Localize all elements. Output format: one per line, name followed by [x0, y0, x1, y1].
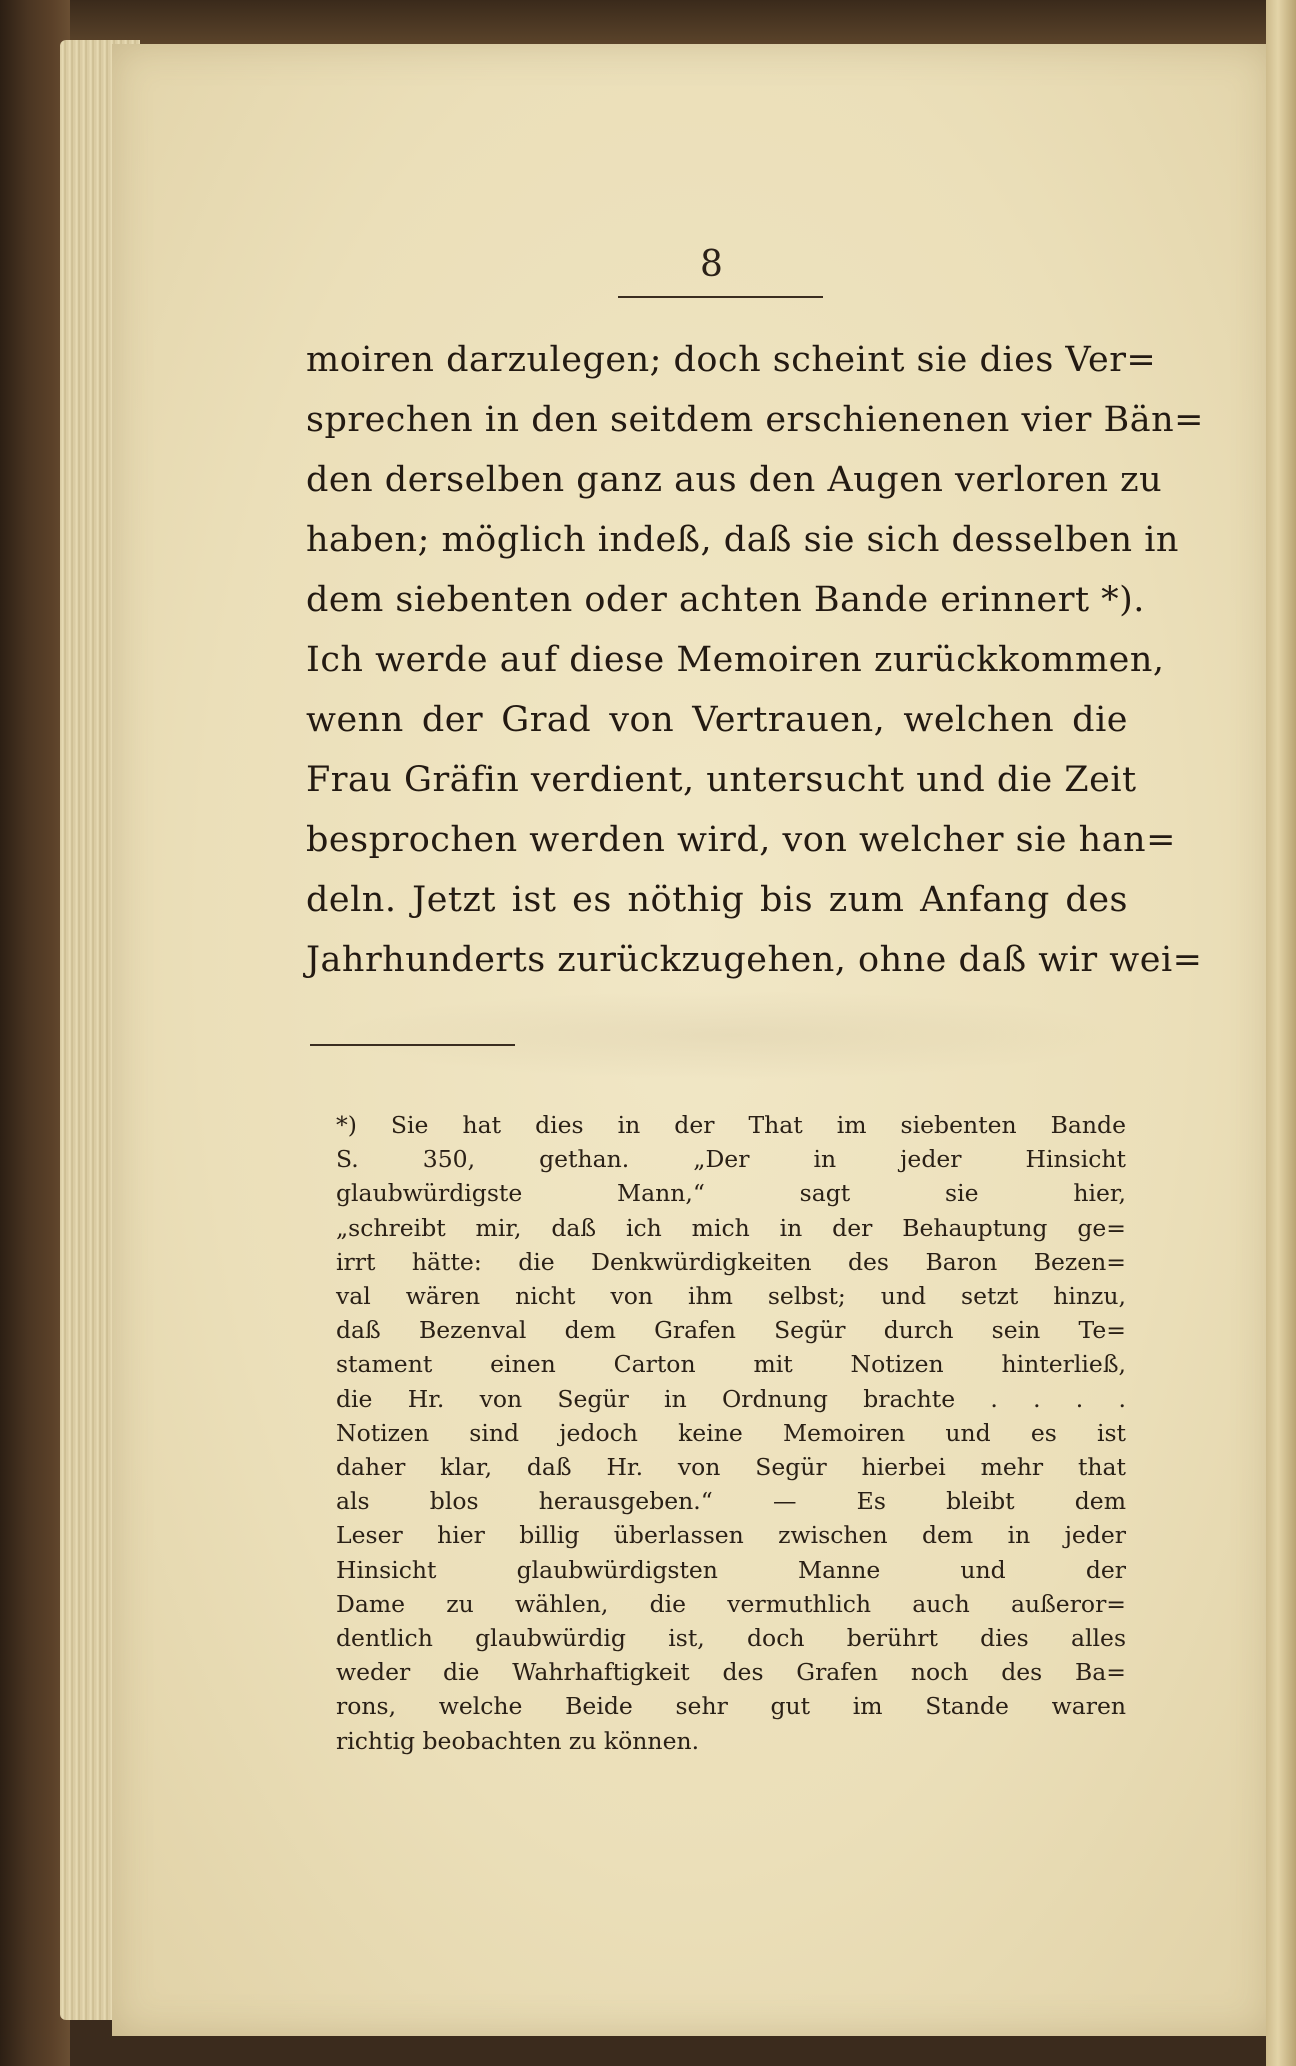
- footnote-line: Notizen sind jedoch keine Memoiren und es ist: [336, 1418, 1126, 1447]
- body-line: Jahrhunderts zurückzugehen, ohne daß wir wei=: [306, 940, 1203, 980]
- body-line: deln. Jetzt ist es nöthig bis zum Anfang des: [306, 880, 1128, 920]
- body-text: [306, 330, 1204, 990]
- footnote-line: Hinsicht glaubwürdigsten Manne und der: [336, 1555, 1126, 1584]
- footnote-line: stament einen Carton mit Notizen hinterließ,: [336, 1350, 1126, 1379]
- footnote-line: die Hr. von Segür in Ordnung brachte . . . .: [336, 1384, 1126, 1413]
- body-line: sprechen in den seitdem erschienenen vier Bän=: [306, 400, 1204, 440]
- top-shadow: [0, 0, 1296, 44]
- footnote-line: *) Sie hat dies in der That im siebenten Bande: [336, 1111, 1126, 1139]
- footnote-line: richtig beobachten zu können.: [336, 1726, 700, 1755]
- footnote-line: S. 350, gethan. „Der in jeder Hinsicht: [336, 1145, 1126, 1174]
- footnote-line: Leser hier billig überlassen zwischen dem in jeder: [336, 1521, 1126, 1550]
- footnote-line: „schreibt mir, daß ich mich in der Behauptung ge=: [336, 1213, 1126, 1242]
- footnote-line: dentlich glaubwürdig ist, doch berührt dies alles: [336, 1624, 1126, 1653]
- footnote-line: daß Bezenval dem Grafen Segür durch sein Te=: [336, 1316, 1126, 1345]
- footnote-line: val wären nicht von ihm selbst; und setzt hinzu,: [336, 1282, 1126, 1311]
- footnote-line: Dame zu wählen, die vermuthlich auch außeror=: [336, 1589, 1126, 1618]
- body-line: wenn der Grad von Vertrauen, welchen die: [306, 700, 1128, 740]
- body-line: Ich werde auf diese Memoiren zurückkommen,: [306, 640, 1165, 680]
- body-line: Frau Gräfin verdient, untersucht und die Zeit: [306, 760, 1137, 800]
- bleed-through: [330, 990, 1130, 1080]
- body-line: haben; möglich indeß, daß sie sich desselben in: [306, 520, 1179, 560]
- footnote-line: weder die Wahrhaftigkeit des Grafen noch des Ba=: [336, 1658, 1126, 1687]
- facing-page-edge: [1266, 0, 1296, 2066]
- footnote-line: glaubwürdigste Mann,“ sagt sie hier,: [336, 1179, 1126, 1208]
- footnote-line: rons, welche Beide sehr gut im Stande waren: [336, 1692, 1126, 1721]
- header-rule: [618, 296, 823, 298]
- page-number: 8: [700, 244, 723, 285]
- body-line: moiren darzulegen; doch scheint sie dies Ver=: [306, 340, 1157, 380]
- footnote-line: als blos herausgeben.“ — Es bleibt dem: [336, 1487, 1126, 1516]
- footnote-line: irrt hätte: die Denkwürdigkeiten des Baron Bezen=: [336, 1247, 1126, 1276]
- footnote-line: daher klar, daß Hr. von Segür hierbei mehr that: [336, 1453, 1126, 1482]
- footnote: [336, 1108, 1126, 1758]
- body-line: dem siebenten oder achten Bande erinnert *).: [306, 580, 1145, 620]
- footnote-rule: [310, 1044, 515, 1046]
- body-line: besprochen werden wird, von welcher sie han=: [306, 820, 1176, 860]
- body-line: den derselben ganz aus den Augen verloren zu: [306, 460, 1163, 500]
